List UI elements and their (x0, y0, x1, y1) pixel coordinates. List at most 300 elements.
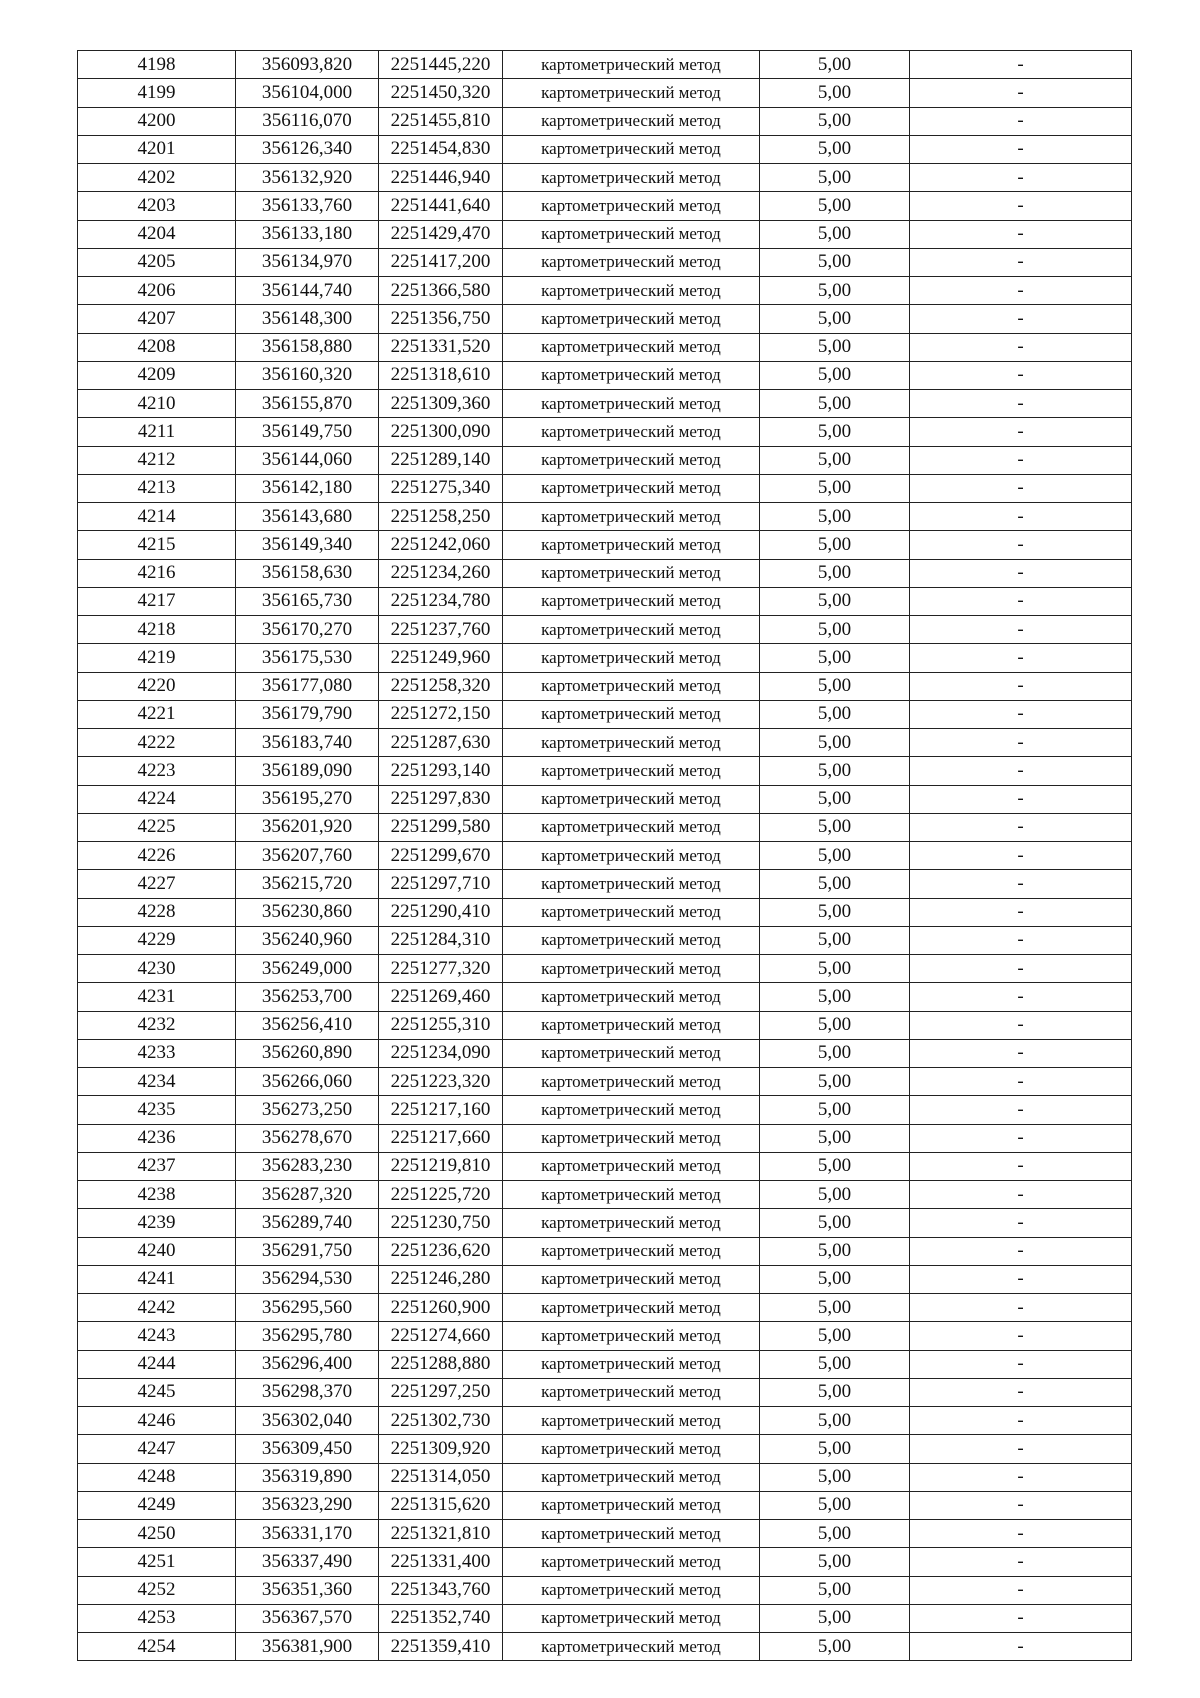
table-row (78, 305, 1132, 333)
table-row (78, 1520, 1132, 1548)
table-row (78, 842, 1132, 870)
point-number-cell: 4205 (78, 248, 236, 276)
x-coordinate-cell: 356309,450 (236, 1435, 379, 1463)
y-coordinate-cell: 2251260,900 (379, 1294, 503, 1322)
method-cell: картометрический метод (503, 898, 760, 926)
table-row (78, 1152, 1132, 1180)
method-cell: картометрический метод (503, 51, 760, 79)
accuracy-cell: 5,00 (760, 1096, 910, 1124)
point-number-cell: 4222 (78, 729, 236, 757)
y-coordinate-cell: 2251237,760 (379, 616, 503, 644)
accuracy-cell: 5,00 (760, 79, 910, 107)
table-row (78, 79, 1132, 107)
method-cell: картометрический метод (503, 616, 760, 644)
description-cell: - (910, 955, 1132, 983)
description-cell: - (910, 1350, 1132, 1378)
description-cell: - (910, 1576, 1132, 1604)
point-number-cell: 4207 (78, 305, 236, 333)
x-coordinate-cell: 356287,320 (236, 1181, 379, 1209)
point-number-cell: 4202 (78, 164, 236, 192)
description-cell: - (910, 1633, 1132, 1661)
table-row (78, 1209, 1132, 1237)
y-coordinate-cell: 2251359,410 (379, 1633, 503, 1661)
table-row (78, 757, 1132, 785)
y-coordinate-cell: 2251321,810 (379, 1520, 503, 1548)
y-coordinate-cell: 2251309,360 (379, 390, 503, 418)
y-coordinate-cell: 2251429,470 (379, 220, 503, 248)
y-coordinate-cell: 2251242,060 (379, 531, 503, 559)
y-coordinate-cell: 2251450,320 (379, 79, 503, 107)
point-number-cell: 4239 (78, 1209, 236, 1237)
method-cell: картометрический метод (503, 1237, 760, 1265)
x-coordinate-cell: 356266,060 (236, 1068, 379, 1096)
y-coordinate-cell: 2251272,150 (379, 700, 503, 728)
accuracy-cell: 5,00 (760, 1463, 910, 1491)
x-coordinate-cell: 356230,860 (236, 898, 379, 926)
description-cell: - (910, 1039, 1132, 1067)
accuracy-cell: 5,00 (760, 559, 910, 587)
x-coordinate-cell: 356337,490 (236, 1548, 379, 1576)
x-coordinate-cell: 356148,300 (236, 305, 379, 333)
description-cell: - (910, 1181, 1132, 1209)
table-row (78, 1096, 1132, 1124)
point-number-cell: 4199 (78, 79, 236, 107)
y-coordinate-cell: 2251314,050 (379, 1463, 503, 1491)
y-coordinate-cell: 2251297,710 (379, 870, 503, 898)
point-number-cell: 4241 (78, 1265, 236, 1293)
method-cell: картометрический метод (503, 277, 760, 305)
accuracy-cell: 5,00 (760, 503, 910, 531)
table-row (78, 474, 1132, 502)
accuracy-cell: 5,00 (760, 51, 910, 79)
y-coordinate-cell: 2251277,320 (379, 955, 503, 983)
description-cell: - (910, 1265, 1132, 1293)
description-cell: - (910, 1378, 1132, 1406)
accuracy-cell: 5,00 (760, 446, 910, 474)
description-cell: - (910, 333, 1132, 361)
description-cell: - (910, 672, 1132, 700)
method-cell: картометрический метод (503, 672, 760, 700)
point-number-cell: 4234 (78, 1068, 236, 1096)
x-coordinate-cell: 356295,780 (236, 1322, 379, 1350)
x-coordinate-cell: 356170,270 (236, 616, 379, 644)
y-coordinate-cell: 2251417,200 (379, 248, 503, 276)
point-number-cell: 4227 (78, 870, 236, 898)
description-cell: - (910, 192, 1132, 220)
description-cell: - (910, 1407, 1132, 1435)
description-cell: - (910, 870, 1132, 898)
table-row (78, 955, 1132, 983)
table-row (78, 1604, 1132, 1632)
y-coordinate-cell: 2251230,750 (379, 1209, 503, 1237)
x-coordinate-cell: 356351,360 (236, 1576, 379, 1604)
y-coordinate-cell: 2251445,220 (379, 51, 503, 79)
method-cell: картометрический метод (503, 955, 760, 983)
description-cell: - (910, 785, 1132, 813)
point-number-cell: 4244 (78, 1350, 236, 1378)
y-coordinate-cell: 2251225,720 (379, 1181, 503, 1209)
table-row (78, 1124, 1132, 1152)
point-number-cell: 4221 (78, 700, 236, 728)
point-number-cell: 4248 (78, 1463, 236, 1491)
accuracy-cell: 5,00 (760, 1435, 910, 1463)
point-number-cell: 4198 (78, 51, 236, 79)
accuracy-cell: 5,00 (760, 107, 910, 135)
point-number-cell: 4237 (78, 1152, 236, 1180)
y-coordinate-cell: 2251219,810 (379, 1152, 503, 1180)
method-cell: картометрический метод (503, 192, 760, 220)
accuracy-cell: 5,00 (760, 361, 910, 389)
x-coordinate-cell: 356207,760 (236, 842, 379, 870)
y-coordinate-cell: 2251274,660 (379, 1322, 503, 1350)
table-row (78, 333, 1132, 361)
point-number-cell: 4250 (78, 1520, 236, 1548)
x-coordinate-cell: 356331,170 (236, 1520, 379, 1548)
table-row (78, 1265, 1132, 1293)
table-row (78, 983, 1132, 1011)
description-cell: - (910, 79, 1132, 107)
y-coordinate-cell: 2251249,960 (379, 644, 503, 672)
y-coordinate-cell: 2251258,320 (379, 672, 503, 700)
accuracy-cell: 5,00 (760, 1237, 910, 1265)
y-coordinate-cell: 2251290,410 (379, 898, 503, 926)
description-cell: - (910, 1294, 1132, 1322)
point-number-cell: 4201 (78, 135, 236, 163)
point-number-cell: 4212 (78, 446, 236, 474)
method-cell: картометрический метод (503, 1294, 760, 1322)
accuracy-cell: 5,00 (760, 1152, 910, 1180)
table-row (78, 1548, 1132, 1576)
x-coordinate-cell: 356195,270 (236, 785, 379, 813)
point-number-cell: 4229 (78, 926, 236, 954)
y-coordinate-cell: 2251300,090 (379, 418, 503, 446)
table-row (78, 135, 1132, 163)
y-coordinate-cell: 2251356,750 (379, 305, 503, 333)
y-coordinate-cell: 2251234,090 (379, 1039, 503, 1067)
accuracy-cell: 5,00 (760, 983, 910, 1011)
y-coordinate-cell: 2251258,250 (379, 503, 503, 531)
description-cell: - (910, 1491, 1132, 1519)
y-coordinate-cell: 2251455,810 (379, 107, 503, 135)
x-coordinate-cell: 356289,740 (236, 1209, 379, 1237)
description-cell: - (910, 1011, 1132, 1039)
point-number-cell: 4203 (78, 192, 236, 220)
point-number-cell: 4246 (78, 1407, 236, 1435)
description-cell: - (910, 616, 1132, 644)
method-cell: картометрический метод (503, 1576, 760, 1604)
accuracy-cell: 5,00 (760, 474, 910, 502)
y-coordinate-cell: 2251287,630 (379, 729, 503, 757)
table-row (78, 446, 1132, 474)
method-cell: картометрический метод (503, 333, 760, 361)
table-row (78, 1294, 1132, 1322)
accuracy-cell: 5,00 (760, 1407, 910, 1435)
table-row (78, 418, 1132, 446)
table-row (78, 1237, 1132, 1265)
method-cell: картометрический метод (503, 1378, 760, 1406)
description-cell: - (910, 446, 1132, 474)
description-cell: - (910, 700, 1132, 728)
point-number-cell: 4218 (78, 616, 236, 644)
method-cell: картометрический метод (503, 220, 760, 248)
description-cell: - (910, 559, 1132, 587)
method-cell: картометрический метод (503, 1463, 760, 1491)
method-cell: картометрический метод (503, 1322, 760, 1350)
point-number-cell: 4240 (78, 1237, 236, 1265)
x-coordinate-cell: 356278,670 (236, 1124, 379, 1152)
point-number-cell: 4235 (78, 1096, 236, 1124)
accuracy-cell: 5,00 (760, 1011, 910, 1039)
table-row (78, 898, 1132, 926)
x-coordinate-cell: 356283,230 (236, 1152, 379, 1180)
method-cell: картометрический метод (503, 390, 760, 418)
point-number-cell: 4206 (78, 277, 236, 305)
method-cell: картометрический метод (503, 1520, 760, 1548)
table-row (78, 1039, 1132, 1067)
x-coordinate-cell: 356189,090 (236, 757, 379, 785)
point-number-cell: 4208 (78, 333, 236, 361)
description-cell: - (910, 1322, 1132, 1350)
accuracy-cell: 5,00 (760, 333, 910, 361)
accuracy-cell: 5,00 (760, 1520, 910, 1548)
accuracy-cell: 5,00 (760, 1548, 910, 1576)
point-number-cell: 4217 (78, 587, 236, 615)
x-coordinate-cell: 356158,630 (236, 559, 379, 587)
y-coordinate-cell: 2251299,580 (379, 813, 503, 841)
description-cell: - (910, 1152, 1132, 1180)
method-cell: картометрический метод (503, 1181, 760, 1209)
x-coordinate-cell: 356133,180 (236, 220, 379, 248)
y-coordinate-cell: 2251352,740 (379, 1604, 503, 1632)
table-row (78, 729, 1132, 757)
point-number-cell: 4243 (78, 1322, 236, 1350)
accuracy-cell: 5,00 (760, 955, 910, 983)
accuracy-cell: 5,00 (760, 1209, 910, 1237)
method-cell: картометрический метод (503, 1265, 760, 1293)
accuracy-cell: 5,00 (760, 390, 910, 418)
x-coordinate-cell: 356273,250 (236, 1096, 379, 1124)
y-coordinate-cell: 2251309,920 (379, 1435, 503, 1463)
x-coordinate-cell: 356158,880 (236, 333, 379, 361)
table-row (78, 277, 1132, 305)
table-row (78, 192, 1132, 220)
table-row (78, 644, 1132, 672)
accuracy-cell: 5,00 (760, 644, 910, 672)
x-coordinate-cell: 356240,960 (236, 926, 379, 954)
description-cell: - (910, 842, 1132, 870)
table-row (78, 1350, 1132, 1378)
point-number-cell: 4247 (78, 1435, 236, 1463)
x-coordinate-cell: 356093,820 (236, 51, 379, 79)
accuracy-cell: 5,00 (760, 757, 910, 785)
coordinates-table (77, 50, 1132, 1661)
y-coordinate-cell: 2251217,660 (379, 1124, 503, 1152)
description-cell: - (910, 644, 1132, 672)
point-number-cell: 4220 (78, 672, 236, 700)
method-cell: картометрический метод (503, 842, 760, 870)
x-coordinate-cell: 356149,340 (236, 531, 379, 559)
x-coordinate-cell: 356179,790 (236, 700, 379, 728)
point-number-cell: 4251 (78, 1548, 236, 1576)
description-cell: - (910, 305, 1132, 333)
method-cell: картометрический метод (503, 1011, 760, 1039)
description-cell: - (910, 813, 1132, 841)
x-coordinate-cell: 356323,290 (236, 1491, 379, 1519)
method-cell: картометрический метод (503, 1039, 760, 1067)
description-cell: - (910, 1096, 1132, 1124)
x-coordinate-cell: 356296,400 (236, 1350, 379, 1378)
x-coordinate-cell: 356177,080 (236, 672, 379, 700)
x-coordinate-cell: 356298,370 (236, 1378, 379, 1406)
description-cell: - (910, 1463, 1132, 1491)
description-cell: - (910, 51, 1132, 79)
accuracy-cell: 5,00 (760, 418, 910, 446)
description-cell: - (910, 107, 1132, 135)
description-cell: - (910, 135, 1132, 163)
accuracy-cell: 5,00 (760, 1633, 910, 1661)
accuracy-cell: 5,00 (760, 1124, 910, 1152)
table-row (78, 1181, 1132, 1209)
table-row (78, 1435, 1132, 1463)
point-number-cell: 4224 (78, 785, 236, 813)
method-cell: картометрический метод (503, 1124, 760, 1152)
point-number-cell: 4209 (78, 361, 236, 389)
x-coordinate-cell: 356155,870 (236, 390, 379, 418)
x-coordinate-cell: 356295,560 (236, 1294, 379, 1322)
description-cell: - (910, 248, 1132, 276)
accuracy-cell: 5,00 (760, 926, 910, 954)
method-cell: картометрический метод (503, 1633, 760, 1661)
method-cell: картометрический метод (503, 418, 760, 446)
description-cell: - (910, 164, 1132, 192)
method-cell: картометрический метод (503, 1407, 760, 1435)
x-coordinate-cell: 356165,730 (236, 587, 379, 615)
method-cell: картометрический метод (503, 1209, 760, 1237)
x-coordinate-cell: 356144,740 (236, 277, 379, 305)
x-coordinate-cell: 356302,040 (236, 1407, 379, 1435)
accuracy-cell: 5,00 (760, 1294, 910, 1322)
accuracy-cell: 5,00 (760, 277, 910, 305)
x-coordinate-cell: 356132,920 (236, 164, 379, 192)
accuracy-cell: 5,00 (760, 1350, 910, 1378)
point-number-cell: 4216 (78, 559, 236, 587)
point-number-cell: 4230 (78, 955, 236, 983)
x-coordinate-cell: 356253,700 (236, 983, 379, 1011)
table-body (78, 51, 1132, 1661)
table-row (78, 1322, 1132, 1350)
table-row (78, 1463, 1132, 1491)
y-coordinate-cell: 2251289,140 (379, 446, 503, 474)
y-coordinate-cell: 2251318,610 (379, 361, 503, 389)
point-number-cell: 4233 (78, 1039, 236, 1067)
y-coordinate-cell: 2251234,780 (379, 587, 503, 615)
description-cell: - (910, 898, 1132, 926)
method-cell: картометрический метод (503, 1152, 760, 1180)
table-row (78, 870, 1132, 898)
y-coordinate-cell: 2251293,140 (379, 757, 503, 785)
method-cell: картометрический метод (503, 164, 760, 192)
x-coordinate-cell: 356134,970 (236, 248, 379, 276)
table-row (78, 587, 1132, 615)
table-row (78, 248, 1132, 276)
y-coordinate-cell: 2251269,460 (379, 983, 503, 1011)
x-coordinate-cell: 356126,340 (236, 135, 379, 163)
method-cell: картометрический метод (503, 700, 760, 728)
accuracy-cell: 5,00 (760, 192, 910, 220)
table-row (78, 390, 1132, 418)
table-row (78, 1011, 1132, 1039)
y-coordinate-cell: 2251343,760 (379, 1576, 503, 1604)
description-cell: - (910, 587, 1132, 615)
x-coordinate-cell: 356381,900 (236, 1633, 379, 1661)
table-row (78, 164, 1132, 192)
method-cell: картометрический метод (503, 248, 760, 276)
method-cell: картометрический метод (503, 474, 760, 502)
description-cell: - (910, 1068, 1132, 1096)
table-row (78, 107, 1132, 135)
table-row (78, 559, 1132, 587)
description-cell: - (910, 531, 1132, 559)
method-cell: картометрический метод (503, 813, 760, 841)
accuracy-cell: 5,00 (760, 135, 910, 163)
method-cell: картометрический метод (503, 135, 760, 163)
y-coordinate-cell: 2251331,520 (379, 333, 503, 361)
point-number-cell: 4215 (78, 531, 236, 559)
x-coordinate-cell: 356249,000 (236, 955, 379, 983)
y-coordinate-cell: 2251223,320 (379, 1068, 503, 1096)
table-row (78, 503, 1132, 531)
point-number-cell: 4228 (78, 898, 236, 926)
description-cell: - (910, 503, 1132, 531)
method-cell: картометрический метод (503, 1350, 760, 1378)
table-row (78, 672, 1132, 700)
method-cell: картометрический метод (503, 107, 760, 135)
accuracy-cell: 5,00 (760, 1322, 910, 1350)
method-cell: картометрический метод (503, 503, 760, 531)
table-row (78, 361, 1132, 389)
table-row (78, 1633, 1132, 1661)
y-coordinate-cell: 2251302,730 (379, 1407, 503, 1435)
method-cell: картометрический метод (503, 305, 760, 333)
y-coordinate-cell: 2251331,400 (379, 1548, 503, 1576)
point-number-cell: 4254 (78, 1633, 236, 1661)
accuracy-cell: 5,00 (760, 898, 910, 926)
accuracy-cell: 5,00 (760, 220, 910, 248)
accuracy-cell: 5,00 (760, 1378, 910, 1406)
y-coordinate-cell: 2251446,940 (379, 164, 503, 192)
accuracy-cell: 5,00 (760, 785, 910, 813)
accuracy-cell: 5,00 (760, 813, 910, 841)
method-cell: картометрический метод (503, 870, 760, 898)
point-number-cell: 4238 (78, 1181, 236, 1209)
x-coordinate-cell: 356160,320 (236, 361, 379, 389)
point-number-cell: 4204 (78, 220, 236, 248)
point-number-cell: 4232 (78, 1011, 236, 1039)
x-coordinate-cell: 356133,760 (236, 192, 379, 220)
accuracy-cell: 5,00 (760, 1068, 910, 1096)
description-cell: - (910, 757, 1132, 785)
point-number-cell: 4231 (78, 983, 236, 1011)
method-cell: картометрический метод (503, 559, 760, 587)
description-cell: - (910, 1124, 1132, 1152)
y-coordinate-cell: 2251236,620 (379, 1237, 503, 1265)
point-number-cell: 4223 (78, 757, 236, 785)
y-coordinate-cell: 2251284,310 (379, 926, 503, 954)
table-row (78, 785, 1132, 813)
accuracy-cell: 5,00 (760, 1491, 910, 1519)
method-cell: картометрический метод (503, 1491, 760, 1519)
accuracy-cell: 5,00 (760, 842, 910, 870)
